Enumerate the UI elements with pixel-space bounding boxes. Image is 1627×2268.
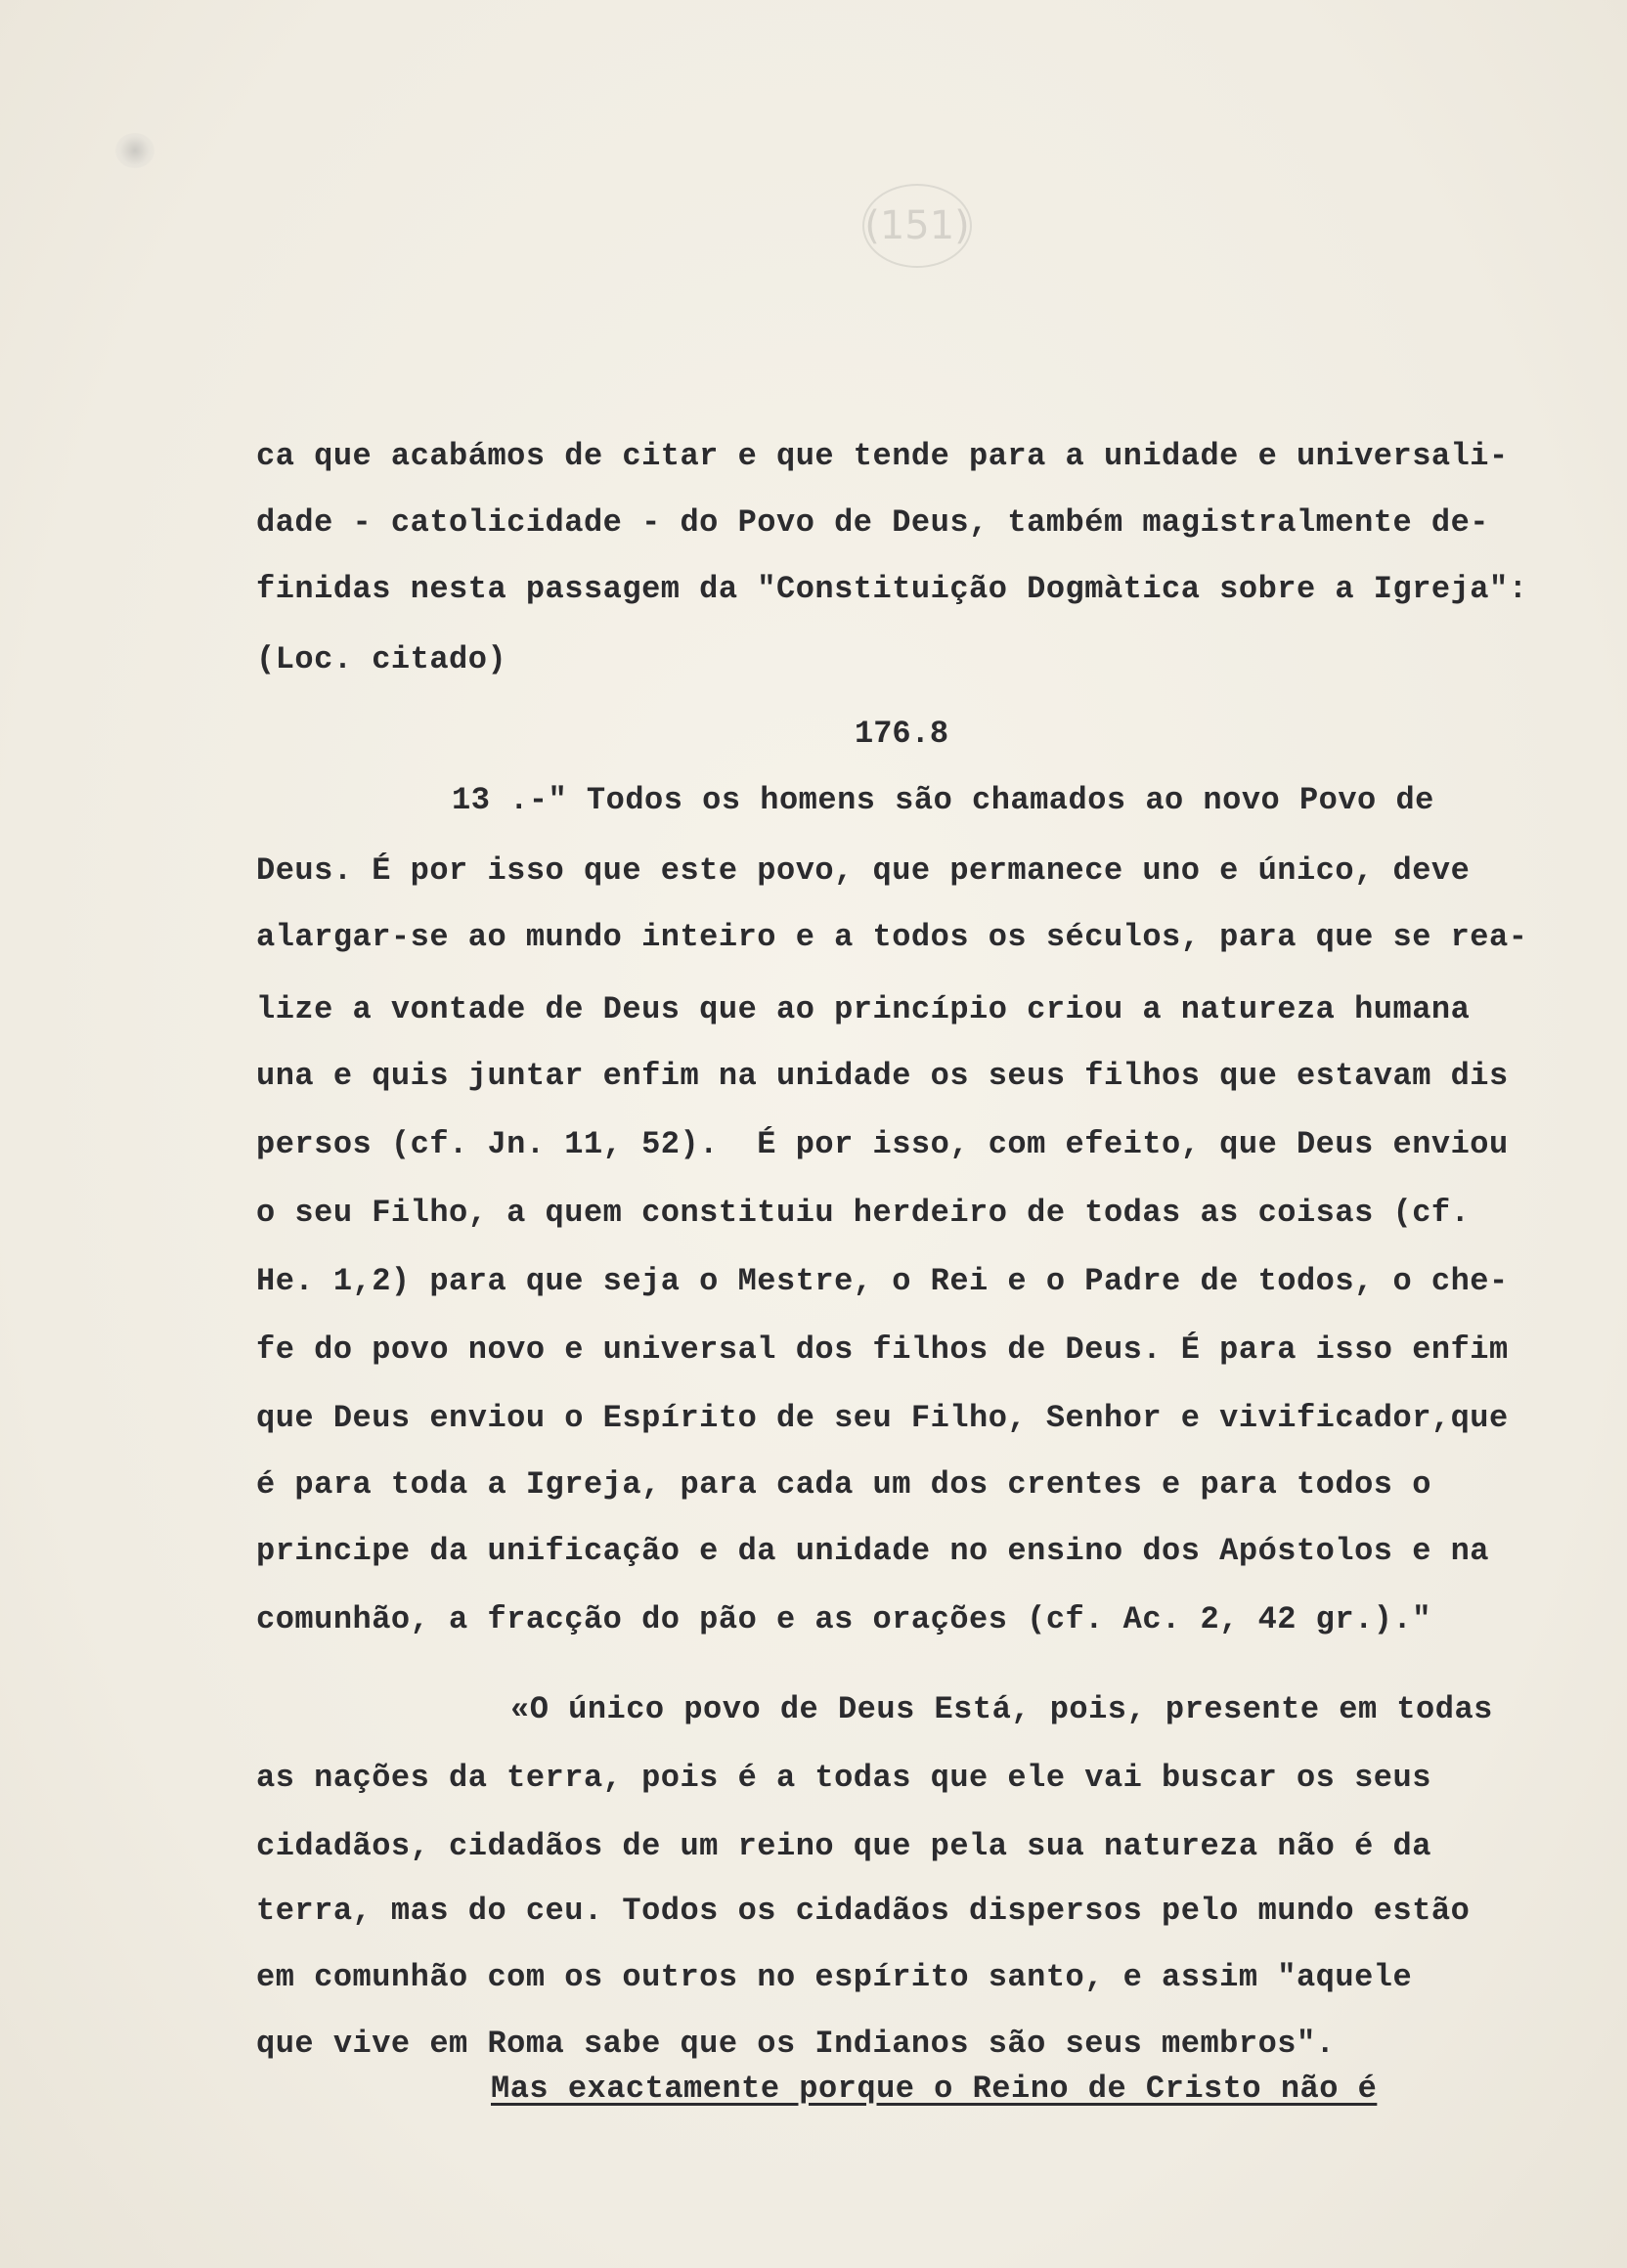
text-line: finidas nesta passagem da "Constituição Dogmàtica sobre a Igreja": bbox=[256, 571, 1528, 607]
text-line: He. 1,2) para que seja o Mestre, o Rei e o Padre de todos, o che- bbox=[256, 1263, 1509, 1299]
text-line: que Deus enviou o Espírito de seu Filho, Senhor e vivificador,que bbox=[256, 1400, 1509, 1436]
text-line: comunhão, a fracção do pão e as orações (cf. Ac. 2, 42 gr.)." bbox=[256, 1601, 1431, 1637]
text-line: persos (cf. Jn. 11, 52). É por isso, com efeito, que Deus enviou bbox=[256, 1126, 1509, 1162]
text-line: Deus. É por isso que este povo, que permanece uno e único, deve bbox=[256, 852, 1471, 889]
text-line: una e quis juntar enfim na unidade os seus filhos que estavam dis bbox=[256, 1058, 1509, 1094]
text-line: que vive em Roma sabe que os Indianos são seus membros". bbox=[256, 2026, 1336, 2062]
text-line: dade - catolicidade - do Povo de Deus, também magistralmente de- bbox=[256, 504, 1489, 541]
text-line: «O único povo de Deus Está, pois, presente em todas bbox=[510, 1691, 1493, 1727]
text-line: 13 .-" Todos os homens são chamados ao novo Povo de bbox=[452, 782, 1434, 818]
text-line: é para toda a Igreja, para cada um dos crentes e para todos o bbox=[256, 1466, 1431, 1503]
page-stamp: (151) bbox=[862, 184, 972, 268]
closing-line: Mas exactamente porque o Reino de Cristo não é bbox=[491, 2071, 1378, 2107]
text-line: alargar-se ao mundo inteiro e a todos os séculos, para que se rea- bbox=[256, 919, 1528, 955]
text-line: o seu Filho, a quem constituiu herdeiro de todas as coisas (cf. bbox=[256, 1195, 1471, 1231]
text-line: em comunhão com os outros no espírito santo, e assim "aquele bbox=[256, 1959, 1413, 1995]
smudge-mark bbox=[115, 133, 154, 168]
text-line: lize a vontade de Deus que ao princípio criou a natureza humana bbox=[256, 991, 1471, 1027]
text-line: fe do povo novo e universal dos filhos de Deus. É para isso enfim bbox=[256, 1331, 1509, 1368]
text-line: principe da unificação e da unidade no ensino dos Apóstolos e na bbox=[256, 1533, 1489, 1569]
text-line: cidadãos, cidadãos de um reino que pela sua natureza não é da bbox=[256, 1828, 1431, 1864]
text-line: terra, mas do ceu. Todos os cidadãos dispersos pelo mundo estão bbox=[256, 1893, 1471, 1929]
page-number: 176.8 bbox=[855, 716, 949, 752]
text-line: (Loc. citado) bbox=[256, 641, 507, 677]
text-line: ca que acabámos de citar e que tende para a unidade e universali- bbox=[256, 438, 1509, 474]
text-line: as nações da terra, pois é a todas que ele vai buscar os seus bbox=[256, 1760, 1431, 1796]
